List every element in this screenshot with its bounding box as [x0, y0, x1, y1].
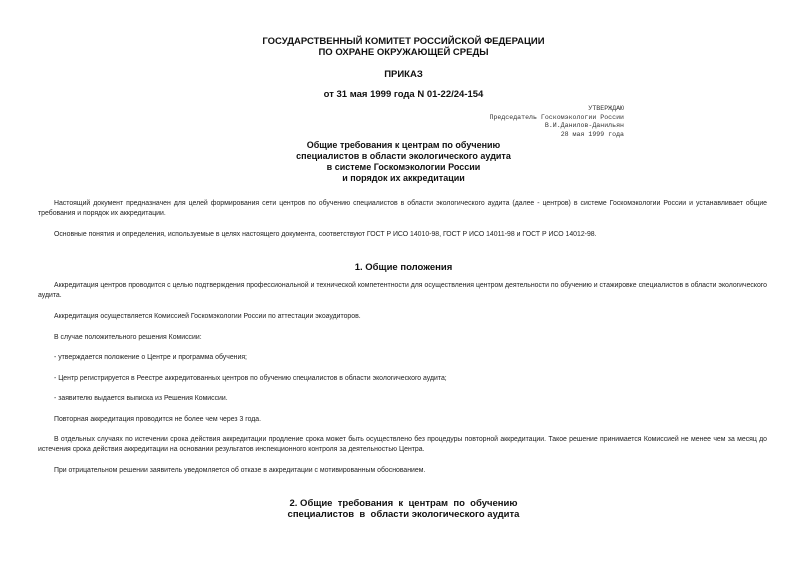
document-title-line1: Общие требования к центрам по обучению	[306, 140, 501, 150]
section-1-heading: 1. Общие положения	[354, 262, 453, 273]
approved-date: 28 мая 1999 года	[560, 130, 624, 138]
intro-paragraph-purpose: Настоящий документ предназначен для целей формирования сети центров по обучению специалистов в области экологического аудита (далее - центров) в системе Госкомэкологии России и устанавливает общие требования и порядок их аккредитации.	[38, 200, 767, 217]
section-1-paragraph: В отдельных случаях по истечении срока действия аккредитации продление срока может быть осуществлено без процедуры повторной аккредитации. Такое решение принимается Комиссией не менее чем за месяц до истечения срока действия аккредитации на основании результатов инспекционного контроля за деятельностью Центра.	[38, 436, 767, 453]
section-1-paragraph: В случае положительного решения Комиссии:	[54, 334, 202, 341]
intro-paragraph-definitions: Основные понятия и определения, используемые в целях настоящего документа, соответствуют ГОСТ Р ИСО 14010-98, ГОСТ Р ИСО 14011-98 и ГОСТ Р ИСО 14012-98.	[54, 231, 597, 238]
section-2-heading-line1: 2. Общие требования к центрам по обучению	[289, 498, 518, 509]
approved-label: УТВЕРЖДАЮ	[588, 105, 624, 112]
approved-position: Председатель Госкомэкологии России	[489, 113, 624, 121]
document-title-line2: специалистов в области экологического аудита	[296, 151, 511, 161]
section-2-heading-line2: специалистов в области экологического аудита	[287, 509, 520, 520]
order-label: ПРИКАЗ	[384, 69, 423, 80]
section-1-paragraph: Аккредитация центров проводится с целью подтверждения профессиональной и технической компетентности для осуществления центром деятельности по обучению и стажировке специалистов в области экологического аудита.	[38, 282, 767, 299]
document-title-line3: в системе Госкомэкологии России	[326, 162, 481, 172]
section-1-paragraph: Повторная аккредитация проводится не более чем через 3 года.	[54, 416, 262, 423]
approved-name: В.И.Данилов-Данильян	[544, 122, 624, 129]
section-1-list-item: - утверждается положение о Центре и программа обучения;	[54, 354, 247, 361]
document-title-line4: и порядок их аккредитации	[342, 173, 465, 183]
section-1-list-item: - Центр регистрируется в Реестре аккредитованных центров по обучению специалистов в области экологического аудита;	[54, 375, 447, 382]
section-1-list-item: - заявителю выдается выписка из Решения Комиссии.	[54, 395, 228, 402]
section-1-paragraph: Аккредитация осуществляется Комиссией Госкомэкологии России по аттестации экоаудиторов.	[54, 313, 361, 320]
committee-name-line2: ПО ОХРАНЕ ОКРУЖАЮЩЕЙ СРЕДЫ	[318, 47, 489, 58]
order-date-number: от 31 мая 1999 года N 01-22/24-154	[323, 89, 484, 100]
section-1-paragraph: При отрицательном решении заявитель уведомляется об отказе в аккредитации с мотивированным обоснованием.	[54, 467, 426, 474]
committee-name-line1: ГОСУДАРСТВЕННЫЙ КОМИТЕТ РОССИЙСКОЙ ФЕДЕРАЦИИ	[262, 36, 545, 47]
